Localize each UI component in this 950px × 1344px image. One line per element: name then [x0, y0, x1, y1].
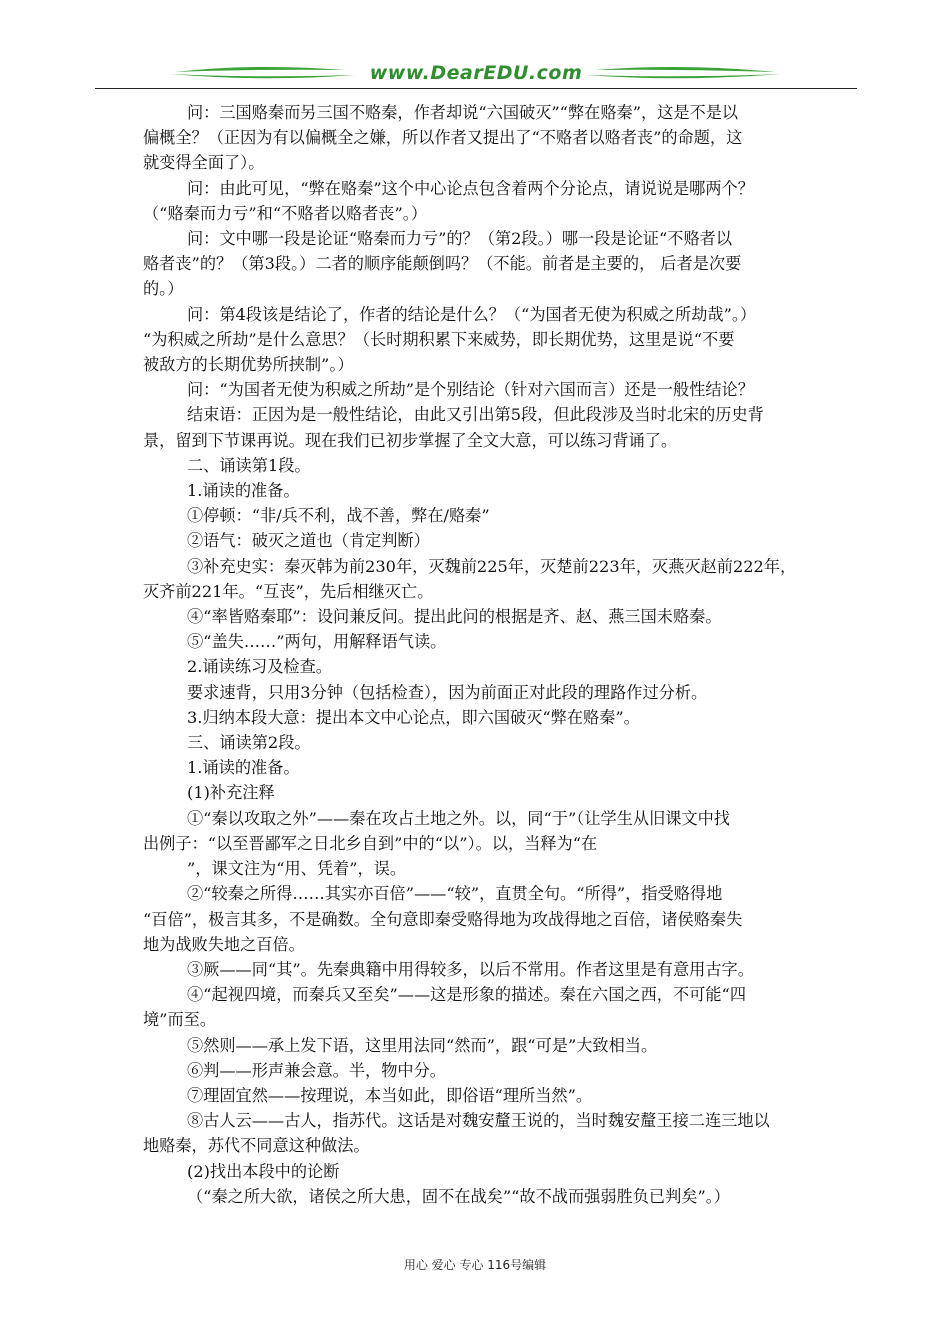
text-line: ②语气：破灭之道也（肯定判断）: [187, 531, 430, 551]
text-line: 二、诵读第1段。: [187, 455, 311, 475]
page-footer: 用心 爱心 专心 116号编辑: [403, 1258, 547, 1272]
text-line: 偏概全？（正因为有以偏概全之嫌，所以作者又提出了“不赂者以赂者丧”的命题，这: [143, 128, 743, 148]
text-line: ”，课文注为“用、凭着”，误。: [187, 859, 407, 879]
text-line: ②“较秦之所得……其实亦百倍”——“较”，直贯全句。“所得”，指受赂得地: [187, 884, 723, 904]
text-line: 问：文中哪一段是论证“赂秦而力亏”的？（第2段。）哪一段是论证“不赂者以: [187, 229, 733, 249]
text-line: (1)补充注释: [187, 783, 275, 803]
text-line: 1.诵读的准备。: [187, 481, 300, 501]
text-line: ⑥判——形声兼会意。半，物中分。: [187, 1060, 446, 1080]
header-divider: [95, 88, 857, 89]
text-line: 问：三国赂秦而另三国不赂秦，作者却说“六国破灭”“弊在赂秦”，这是不是以: [187, 103, 739, 122]
text-line: 就变得全面了）。: [143, 153, 265, 173]
text-line: 境”而至。: [143, 1010, 217, 1030]
text-line: 出例子：“以至晋鄙军之日北乡自到”中的“以”）。以，当释为“在: [143, 833, 598, 853]
text-line: 灭齐前221年。“互丧”，先后相继灭亡。: [143, 581, 434, 601]
text-line: (2)找出本段中的论断: [187, 1161, 340, 1181]
text-line: （“赂秦而力亏”和“不赂者以赂者丧”。）: [143, 203, 428, 223]
text-line: 3.归纳本段大意：提出本文中心论点，即六国破灭“弊在赂秦”。: [187, 707, 640, 727]
text-line: 2.诵读练习及检查。: [187, 657, 332, 677]
text-line: 地赂秦，苏代不同意这种做法。: [143, 1136, 370, 1156]
text-line: 地为战败失地之百倍。: [143, 934, 305, 954]
text-line: ③厥——同“其”。先秦典籍中用得较多，以后不常用。作者这里是有意用古字。: [187, 959, 754, 979]
text-line: 三、诵读第2段。: [187, 733, 311, 753]
text-line: ①“秦以攻取之外”——秦在攻占土地之外。以，同“于”（让学生从旧课文中找: [187, 808, 730, 828]
text-line: ⑦理固宜然——按理说，本当如此，即俗语“理所当然”。: [187, 1085, 593, 1105]
text-line: 的。）: [143, 279, 184, 299]
text-line: ③补充史实：秦灭韩为前230年，灭魏前225年，灭楚前223年，灭燕灭赵前222年，: [187, 556, 797, 576]
text-line: ⑧古人云——古人，指苏代。这话是对魏安釐王说的，当时魏安釐王接二连三地以: [187, 1111, 770, 1131]
text-line: “为积威之所劫”是什么意思？（长时期积累下来威势，即长期优势，这里是说“不要: [143, 329, 735, 349]
text-line: 问：“为国者无使为积威之所劫”是个别结论（针对六国而言）还是一般性结论？: [187, 380, 754, 400]
text-line: 赂者丧”的？（第3段。）二者的顺序能颠倒吗？（不能。前者是主要的， 后者是次要: [143, 254, 742, 274]
text-line: ⑤“盖失……”两句，用解释语气读。: [187, 632, 447, 652]
text-line: 1.诵读的准备。: [187, 758, 300, 778]
text-line: ⑤然则——承上发下语，这里用法同“然而”，跟“可是”大致相当。: [187, 1035, 658, 1055]
text-line: 问：由此可见，“弊在赂秦”这个中心论点包含着两个分论点，请说说是哪两个？: [187, 178, 754, 198]
text-line: （“秦之所大欲，诸侯之所大患，固不在战矣”“故不战而强弱胜负已判矣”。）: [187, 1186, 730, 1206]
text-line: 被敌方的长期优势所挟制”。）: [143, 355, 354, 375]
text-line: 要求速背，只用3分钟（包括检查），因为前面正对此段的理路作过分析。: [187, 682, 708, 702]
text-line: “百倍”，极言其多，不是确数。全句意即秦受赂得地为攻战得地之百倍，诸侯赂秦失: [143, 909, 743, 929]
text-line: 结束语：正因为是一般性结论，由此又引出第5段，但此段涉及当时北宋的历史背: [187, 405, 764, 425]
text-line: ④“起视四境，而秦兵又至矣”——这是形象的描述。秦在六国之西，不可能“四: [187, 985, 747, 1005]
text-line: 景，留到下节课再说。现在我们已初步掌握了全文大意，可以练习背诵了。: [143, 430, 678, 450]
site-logo[interactable]: www.DearEDU.com: [369, 62, 583, 84]
text-line: ④“率皆赂秦耶”：设问兼反问。提出此问的根据是齐、赵、燕三国未赂秦。: [187, 607, 722, 627]
document-body: [143, 100, 860, 1209]
text-line: ①停顿：“非/兵不利，战不善，弊在/赂秦”: [187, 506, 490, 526]
text-line: 问：第4段该是结论了，作者的结论是什么？（“为国者无使为积威之所劫哉”。）: [187, 304, 757, 324]
